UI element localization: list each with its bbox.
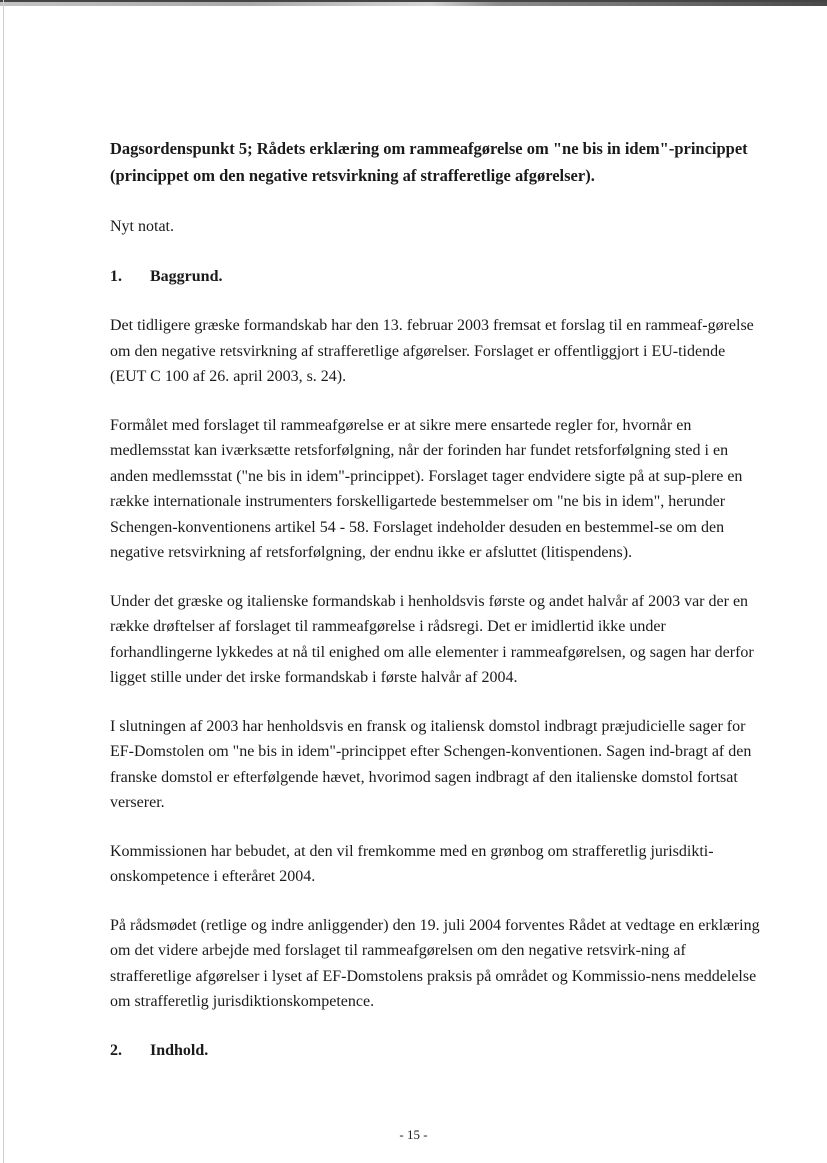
paragraph: I slutningen af 2003 har henholdsvis en fransk og italiensk domstol indbragt præjudicielle sager for EF-Domstolen om "ne bis in idem"-princippet efter Schengen-konventionen. Sagen ind-bragt af den franske domstol er efterfølgende hævet, hvorimod sagen indbragt af den italienske domstol fortsat verserer. (110, 717, 752, 811)
paragraph: Kommissionen har bebudet, at den vil fremkomme med en grønbog om strafferetlig jurisdikti-onskompetence i efteråret 2004. (110, 842, 714, 885)
scan-edge-line (0, 0, 827, 2)
section-number: 1. (110, 267, 122, 285)
scan-edge-left (3, 0, 4, 1163)
section-heading-baggrund (110, 264, 760, 290)
document-body (110, 135, 760, 1087)
section-number: 2. (110, 1041, 122, 1059)
page-number: - 15 - (399, 1127, 428, 1142)
section-title: Indhold. (150, 1041, 209, 1059)
section-title: Baggrund. (150, 267, 223, 285)
paragraph: Formålet med forslaget til rammeafgørelse er at sikre mere ensartede regler for, hvornår en medlemsstat kan iværksætte retsforfølgning, når der forinden har fundet retsforfølgning sted i en anden medlemsstat ("ne bis in idem"-princippet). Forslaget tager endvidere sigte på at sup-plere en række internationale instrumenters forskelligartede bestemmelser om "ne bis in idem", herunder Schengen-konventionens artikel 54 - 58. Forslaget indeholder desuden en bestemmel-se om den negative retsvirkning af retsforfølgning, der endnu ikke er afsluttet (litispendens). (110, 416, 743, 561)
paragraph: Det tidligere græske formandskab har den 13. februar 2003 fremsat et forslag til en rammeaf-gørelse om den negative retsvirkning af strafferetlige afgørelser. Forslaget er offentliggjort i EU-tidende (EUT C 100 af 26. april 2003, s. 24). (110, 317, 754, 385)
document-note: Nyt notat. (110, 218, 174, 235)
section-heading-indhold (110, 1038, 760, 1064)
paragraph: På rådsmødet (retlige og indre anliggender) den 19. juli 2004 forventes Rådet at vedtage en erklæring om det videre arbejde med forslaget til rammeafgørelsen om den negative retsvirk-ning af strafferetlige afgørelser i lyset af EF-Domstolens praksis på området og Kommissio-nens meddelelse om strafferetlig jurisdiktionskompetence. (110, 916, 760, 1010)
document-title: Dagsordenspunkt 5; Rådets erklæring om rammeafgørelse om "ne bis in idem"-princippet (princippet om den negative retsvirkning af strafferetlige afgørelser). (110, 139, 748, 185)
paragraph: Under det græske og italienske formandskab i henholdsvis første og andet halvår af 2003 var der en række drøftelser af forslaget til rammeafgørelse i rådsregi. Det er imidlertid ikke under forhandlingerne lykkedes at nå til enighed om alle elementer i rammeafgørelsen, og sagen har derfor ligget stille under det irske formandskab i første halvår af 2004. (110, 592, 754, 686)
